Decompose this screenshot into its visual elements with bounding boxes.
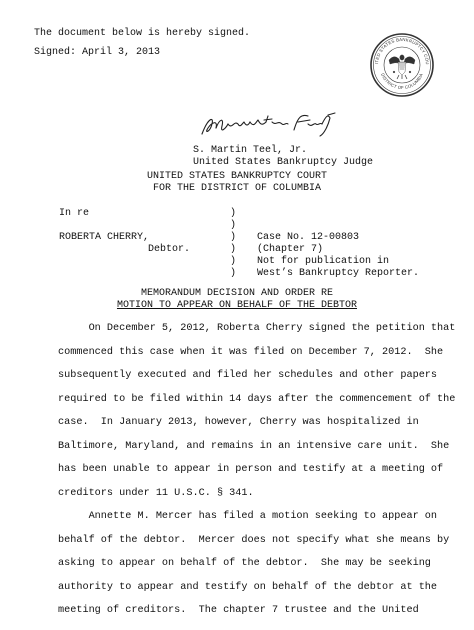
- case-chapter: (Chapter 7): [257, 244, 324, 255]
- body-line: has been unable to appear in person and testify at a meeting of: [58, 464, 444, 475]
- court-name: UNITED STATES BANKRUPTCY COURT: [146, 171, 328, 182]
- caption-separator: ): [230, 220, 237, 231]
- judge-signature-icon: [198, 112, 338, 138]
- body-line: On December 5, 2012, Roberta Cherry signed the petition that: [58, 323, 456, 334]
- signed-date: Signed: April 3, 2013: [34, 47, 161, 58]
- judge-title: United States Bankruptcy Judge: [193, 157, 374, 168]
- caption-role: Debtor.: [148, 244, 191, 255]
- caption-separator: ): [230, 244, 237, 255]
- paragraph-2: [58, 505, 450, 623]
- caption-separator: ): [230, 232, 237, 243]
- caption-party: ROBERTA CHERRY,: [59, 232, 150, 243]
- body-line: required to be filed within 14 days after the commencement of the: [58, 393, 456, 405]
- caption-separator: ): [230, 208, 237, 219]
- case-number: Case No. 12-00803: [257, 232, 360, 243]
- publication-note: Not for publication in: [257, 256, 390, 267]
- judge-name: S. Martin Teel, Jr.: [193, 145, 308, 156]
- body-line: subsequently executed and filed her schedules and other papers: [58, 370, 438, 381]
- body-line: asking to appear on behalf of the debtor. She may be seeking: [58, 558, 431, 569]
- publication-note-cont: West’s Bankruptcy Reporter.: [257, 268, 420, 279]
- document-title: MEMORANDUM DECISION AND ORDER RE: [140, 288, 334, 299]
- body-line: creditors under 11 U.S.C. § 341.: [58, 487, 254, 499]
- body-line: commenced this case when it was filed on December 7, 2012. She: [58, 346, 444, 358]
- document-subtitle: MOTION TO APPEAR ON BEHALF OF THE DEBTOR: [116, 300, 358, 311]
- signed-notice: The document below is hereby signed.: [34, 28, 251, 39]
- body-line: Baltimore, Maryland, and remains in an intensive care unit. She: [58, 440, 450, 452]
- body-line: behalf of the debtor. Mercer does not specify what she means by: [58, 534, 450, 546]
- body-line: meeting of creditors. The chapter 7 trustee and the United: [58, 605, 419, 616]
- caption-separator: ): [230, 268, 237, 279]
- svg-text:DISTRICT OF COLUMBIA: DISTRICT OF COLUMBIA: [380, 72, 424, 91]
- paragraph-1: [58, 317, 456, 505]
- court-seal-icon: [369, 32, 435, 98]
- svg-text:UNITED STATES BANKRUPTCY COURT: ITED STATES BANKRUPTCY COU: [374, 36, 431, 65]
- court-district: FOR THE DISTRICT OF COLUMBIA: [152, 183, 322, 194]
- body-line: authority to appear and testify on behalf of the debtor at the: [58, 581, 438, 593]
- body-line: case. In January 2013, however, Cherry was hospitalized in: [58, 417, 419, 428]
- body-line: Annette M. Mercer has filed a motion seeking to appear on: [58, 511, 438, 522]
- caption-in-re: In re: [59, 208, 90, 219]
- caption-separator: ): [230, 256, 237, 267]
